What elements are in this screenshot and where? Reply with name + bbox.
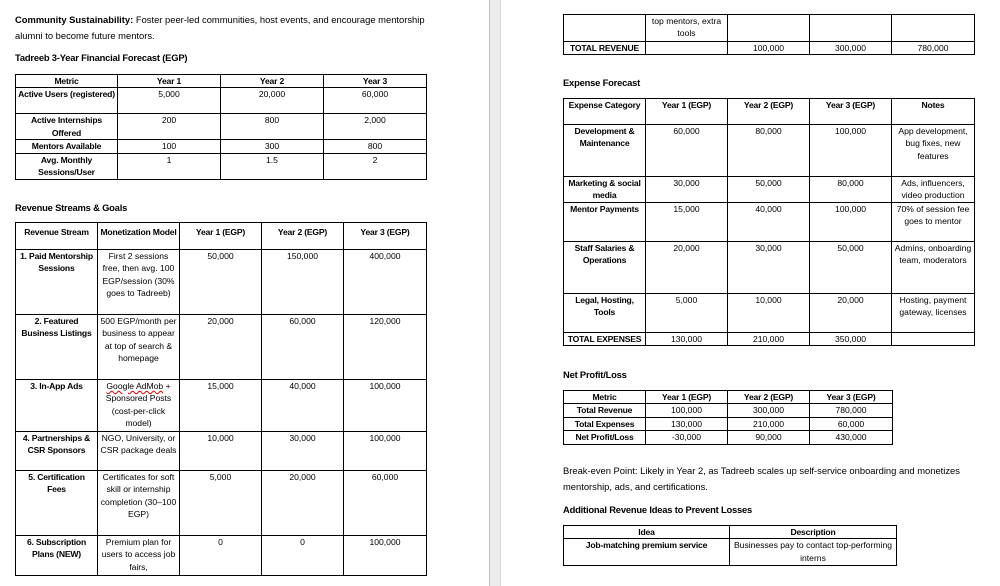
table-row: [16, 114, 427, 140]
ideas-heading: Additional Revenue Ideas to Prevent Losses: [563, 504, 753, 515]
header-cell: Expense Category: [564, 99, 646, 125]
value-cell: 30,000: [262, 432, 344, 471]
table-row: [16, 315, 427, 380]
forecast-table: [15, 74, 427, 180]
model-cell: [646, 42, 728, 55]
notes-cell: 70% of session fee goes to mentor: [892, 203, 975, 242]
category-cell: Marketing & social media: [564, 177, 646, 203]
value-cell: 100,000: [810, 203, 892, 242]
value-cell: 100,000: [810, 125, 892, 177]
table-header-row: [564, 391, 893, 404]
category-cell: Legal, Hosting, Tools: [564, 294, 646, 333]
table-row: [16, 471, 427, 536]
header-cell: Year 1 (EGP): [180, 223, 262, 250]
stream-cell: [564, 15, 646, 42]
value-cell: 5,000: [180, 471, 262, 536]
value-cell: 30,000: [728, 242, 810, 294]
header-cell: Year 3 (EGP): [344, 223, 427, 250]
value-cell: [892, 15, 975, 42]
value-cell: 60,000: [646, 125, 728, 177]
value-cell: 40,000: [728, 203, 810, 242]
table-header-row: [16, 223, 427, 250]
value-cell: 100,000: [728, 42, 810, 55]
metric-cell: Active Internships Offered: [16, 114, 118, 140]
model-cell: top mentors, extra tools: [646, 15, 728, 42]
header-cell: Idea: [564, 526, 730, 539]
value-cell: 210,000: [728, 333, 810, 346]
table-row: [564, 177, 975, 203]
table-row: [564, 539, 897, 566]
metric-cell: Active Users (registered): [16, 88, 118, 114]
value-cell: 200: [118, 114, 221, 140]
community-sustainability-paragraph: [15, 12, 435, 44]
metric-cell: Total Revenue: [564, 404, 646, 417]
model-cell: 500 EGP/month per business to appear at top of search & homepage: [98, 315, 180, 380]
page-separator: [489, 0, 501, 586]
value-cell: 50,000: [180, 250, 262, 315]
value-cell: 350,000: [810, 333, 892, 346]
value-cell: 2: [324, 153, 427, 179]
table-header-row: [564, 526, 897, 539]
value-cell: 120,000: [344, 315, 427, 380]
table-row: [564, 242, 975, 294]
value-cell: 60,000: [262, 315, 344, 380]
value-cell: 20,000: [646, 242, 728, 294]
value-cell: 60,000: [324, 88, 427, 114]
value-cell: 0: [262, 536, 344, 576]
paragraph-label: Community Sustainability:: [15, 14, 134, 25]
header-cell: Year 1: [118, 75, 221, 88]
value-cell: 20,000: [810, 294, 892, 333]
header-cell: Year 2 (EGP): [728, 391, 810, 404]
model-cell: Google AdMob + Sponsored Posts (cost-per-click model): [98, 380, 180, 432]
notes-cell: Hosting, payment gateway, licenses: [892, 294, 975, 333]
admob-text: Google AdMob: [106, 381, 164, 391]
value-cell: 780,000: [892, 42, 975, 55]
table-row: [16, 250, 427, 315]
value-cell: 80,000: [728, 125, 810, 177]
value-cell: 10,000: [728, 294, 810, 333]
stream-cell: 3. In-App Ads: [16, 380, 98, 432]
header-cell: Notes: [892, 99, 975, 125]
table-row: [564, 431, 893, 444]
value-cell: 800: [324, 140, 427, 153]
value-cell: 150,000: [262, 250, 344, 315]
value-cell: 60,000: [810, 417, 893, 430]
header-cell: Year 2 (EGP): [728, 99, 810, 125]
model-cell: NGO, University, or CSR package deals: [98, 432, 180, 471]
header-cell: Monetization Model: [98, 223, 180, 250]
stream-cell: 5. Certification Fees: [16, 471, 98, 536]
value-cell: 15,000: [646, 203, 728, 242]
value-cell: 300,000: [728, 404, 810, 417]
value-cell: 1.5: [221, 153, 324, 179]
forecast-heading: Tadreeb 3-Year Financial Forecast (EGP): [15, 52, 188, 63]
value-cell: 50,000: [728, 177, 810, 203]
value-cell: 20,000: [180, 315, 262, 380]
model-cell: Premium plan for users to access job fairs,: [98, 536, 180, 576]
value-cell: 100,000: [344, 536, 427, 576]
header-cell: Metric: [564, 391, 646, 404]
value-cell: 40,000: [262, 380, 344, 432]
revenue-table: [15, 222, 427, 576]
value-cell: 780,000: [810, 404, 893, 417]
notes-cell: Admins, onboarding team, moderators: [892, 242, 975, 294]
metric-cell: Mentors Available: [16, 140, 118, 153]
profit-heading: Net Profit/Loss: [563, 369, 627, 380]
notes-cell: [892, 333, 975, 346]
value-cell: 2,000: [324, 114, 427, 140]
value-cell: 100,000: [646, 404, 728, 417]
header-cell: Metric: [16, 75, 118, 88]
table-row: [16, 153, 427, 179]
metric-cell: Total Expenses: [564, 417, 646, 430]
value-cell: 210,000: [728, 417, 810, 430]
table-row: [564, 294, 975, 333]
stream-cell: 2. Featured Business Listings: [16, 315, 98, 380]
value-cell: [810, 15, 892, 42]
total-label-cell: TOTAL REVENUE: [564, 42, 646, 55]
table-row: [16, 88, 427, 114]
table-header-row: [564, 99, 975, 125]
table-row: [564, 203, 975, 242]
value-cell: 100,000: [344, 380, 427, 432]
value-cell: 80,000: [810, 177, 892, 203]
ideas-table: [563, 525, 897, 566]
value-cell: 20,000: [262, 471, 344, 536]
value-cell: 60,000: [344, 471, 427, 536]
revenue-heading: Revenue Streams & Goals: [15, 202, 128, 213]
value-cell: 50,000: [810, 242, 892, 294]
header-cell: Year 2 (EGP): [262, 223, 344, 250]
notes-cell: Ads, influencers, video production: [892, 177, 975, 203]
table-header-row: [16, 75, 427, 88]
value-cell: 800: [221, 114, 324, 140]
header-cell: Year 3 (EGP): [810, 391, 893, 404]
header-cell: Description: [730, 526, 897, 539]
value-cell: 1: [118, 153, 221, 179]
value-cell: 5,000: [646, 294, 728, 333]
table-row: [16, 380, 427, 432]
table-row: [564, 417, 893, 430]
value-cell: 30,000: [646, 177, 728, 203]
category-cell: Mentor Payments: [564, 203, 646, 242]
value-cell: 130,000: [646, 333, 728, 346]
total-label-cell: TOTAL EXPENSES: [564, 333, 646, 346]
value-cell: 100: [118, 140, 221, 153]
stream-cell: 6. Subscription Plans (NEW): [16, 536, 98, 576]
left-page: [0, 0, 489, 586]
table-row: [16, 140, 427, 153]
notes-cell: App development, bug fixes, new features: [892, 125, 975, 177]
value-cell: [728, 15, 810, 42]
header-cell: Year 3: [324, 75, 427, 88]
table-row: [564, 15, 975, 42]
stream-cell: 4. Partnerships & CSR Sponsors: [16, 432, 98, 471]
value-cell: 5,000: [118, 88, 221, 114]
header-cell: Year 2: [221, 75, 324, 88]
total-expenses-row: [564, 333, 975, 346]
value-cell: 90,000: [728, 431, 810, 444]
value-cell: 10,000: [180, 432, 262, 471]
table-row: [16, 536, 427, 576]
header-cell: Year 3 (EGP): [810, 99, 892, 125]
expense-heading: Expense Forecast: [563, 77, 641, 88]
value-cell: -30,000: [646, 431, 728, 444]
table-row: [564, 125, 975, 177]
header-cell: Revenue Stream: [16, 223, 98, 250]
description-cell: Businesses pay to contact top-performing interns: [730, 539, 897, 566]
value-cell: 20,000: [221, 88, 324, 114]
header-cell: Year 1 (EGP): [646, 391, 728, 404]
category-cell: Staff Salaries & Operations: [564, 242, 646, 294]
model-cell: First 2 sessions free, then avg. 100 EGP/session (30% goes to Tadreeb): [98, 250, 180, 315]
total-revenue-row: [564, 42, 975, 55]
revenue-table-continued: [563, 14, 975, 55]
value-cell: 130,000: [646, 417, 728, 430]
category-cell: Development & Maintenance: [564, 125, 646, 177]
table-row: [16, 432, 427, 471]
value-cell: 300,000: [810, 42, 892, 55]
value-cell: 0: [180, 536, 262, 576]
right-page: [501, 0, 1000, 586]
stream-cell: 1. Paid Mentorship Sessions: [16, 250, 98, 315]
value-cell: 300: [221, 140, 324, 153]
profit-table: [563, 390, 893, 445]
table-row: [564, 404, 893, 417]
value-cell: 430,000: [810, 431, 893, 444]
header-cell: Year 1 (EGP): [646, 99, 728, 125]
expense-table: [563, 98, 975, 346]
value-cell: 15,000: [180, 380, 262, 432]
metric-cell: Avg. Monthly Sessions/User: [16, 153, 118, 179]
metric-cell: Net Profit/Loss: [564, 431, 646, 444]
idea-cell: Job-matching premium service: [564, 539, 730, 566]
break-even-paragraph: Break-even Point: Likely in Year 2, as Tadreeb scales up self-service onboarding and monetizes mentorship, ads, and certifications.: [563, 465, 960, 492]
value-cell: 100,000: [344, 432, 427, 471]
value-cell: 400,000: [344, 250, 427, 315]
paragraph-text: Foster peer-led communities, host events, and encourage mentorship alumni to become future mentors.: [15, 14, 425, 41]
model-cell: Certificates for soft skill or internship completion (30–100 EGP): [98, 471, 180, 536]
